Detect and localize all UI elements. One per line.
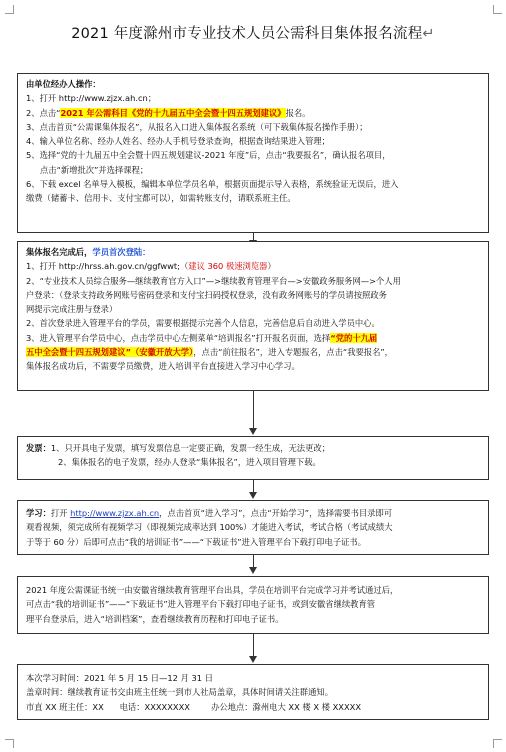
box1-line-1: 1、打开 http://www.zjzx.ah.cn； <box>26 93 157 104</box>
box2-line-2c: 网提示完成注册与登录） <box>26 304 118 315</box>
box1-heading: 由单位经办人操作： <box>26 79 101 89</box>
certificate-info-box <box>17 576 489 634</box>
box1-line-5a: 5、选择“党的十九届五中全会暨十四五规划建议-2021 年度”后，点击“我要报名”，确认报名项目， <box>26 150 391 161</box>
box2-heading: 集体报名完成后，学员首次登陆： <box>26 247 151 257</box>
box1-line-6a: 6、下载 excel 名单导入模板，编辑本单位学员名单，根据页面提示导入表格，系统验证无误后，进入 <box>26 179 399 190</box>
box5-line-2: 可点击“我的培训证书”——“下载证书”进入管理平台下载打印电子证书，或到安徽省继续教育管 <box>26 599 376 610</box>
crop-mark-top-left <box>5 5 14 14</box>
box2-line-4b: 五中全会暨十四五规划建议”（安徽开放大学），点击“前往报名”，进入专题报名，点击“我要报名”， <box>26 347 393 358</box>
box5-line-1: 2021 年度公需课证书统一由安徽省继续教育管理平台出具，学员在培训平台完成学习并考试通过后， <box>26 585 399 595</box>
step-student-login-box <box>17 241 489 391</box>
step-unit-operator-box <box>17 73 489 233</box>
box5-line-3: 理平台登录后，进入“培训档案”，查看继续教育历程和打印电子证书。 <box>26 613 284 624</box>
box1-line-4: 4、输入单位名称、经办人姓名、经办人手机号登录查询，根据查询结果进入管理； <box>26 136 330 147</box>
document-title: 2021 年度滁州市专业技术人员公需科目集体报名流程↵ <box>71 26 435 42</box>
box6-line-3: 市直 XX 班主任：XX 电话：XXXXXXXX 办公地点：滁州电大 XX 楼 X 楼 XXXXX <box>26 701 362 712</box>
box1-line-2: 2、点击“2021 年公需科目《党的十九届五中全会暨十四五规划建议》报名。 <box>26 107 311 118</box>
step-study-box <box>17 500 489 555</box>
box4-line-1: 学习：打开 http://www.zjzx.ah.cn，点击首页“进入学习”，点击“开始学习”，选择需要书目录即可 <box>26 508 393 518</box>
box3-line-2: 2、集体报名的电子发票，经办人登录“集体报名”，进入项目管理下载。 <box>58 457 321 468</box>
crop-mark-bottom-right <box>493 739 502 748</box>
step-invoice-box <box>17 436 489 480</box>
box4-line-2: 观看视频，须完成所有视频学习（即视频完成率达到 100%）才能进入考试，考试合格（考试成绩大 <box>26 522 393 533</box>
box2-line-1: 1、打开 http://hrss.ah.gov.cn/ggfwwt;（建议 360 极速浏览器） <box>26 261 276 272</box>
box1-line-6b: 缴费（储蓄卡、信用卡、支付宝都可以），如需转账支付，请联系班主任。 <box>26 193 296 204</box>
box1-line-5b: 点击“新增批次”并选择课程； <box>40 164 149 175</box>
course-highlight: 2021 年公需科目《党的十九届五中全会暨十四五规划建议》 <box>60 107 286 118</box>
box2-line-2a: 2、“专业技术人员综合服务—继续教育官方入口”—>继续教育管理平台—>安徽政务服务网—>个人用 <box>26 275 401 286</box>
box2-line-2b: 户登录：（登录支持政务网账号密码登录和支付宝扫码授权登录，没有政务网账号的学员请按照政务 <box>26 289 387 300</box>
box3-line-1: 发票：1、只开具电子发票，填写发票信息一定要正确，发票一经生成，无法更改； <box>26 443 330 453</box>
box4-line-3: 于等于 60 分）后即可点击“我的培训证书”——“下载证书”进入管理平台下载打印电子证书。 <box>26 536 367 547</box>
schedule-contact-box <box>17 664 489 720</box>
study-site-link[interactable]: http://www.zjzx.ah.cn <box>70 508 160 518</box>
box6-line-2: 盖章时间：继续教育证书交由班主任统一到市人社局盖章，具体时间请关注群通知。 <box>26 687 333 698</box>
box2-line-5: 集体报名成功后，不需要学员缴费，进入培训平台直接进入学习中心学习。 <box>26 361 300 372</box>
box2-line-3: 2、首次登录进入管理平台的学员，需要根据提示完善个人信息，完善信息后自动进入学员中心。 <box>26 318 380 329</box>
crop-mark-top-right <box>493 5 502 14</box>
crop-mark-bottom-left <box>5 739 14 748</box>
box2-line-4a: 3、进入管理平台学员中心，点击学员中心左侧菜单“培训报名”打开报名页面，选择“党的十九届 <box>26 332 378 343</box>
box6-line-1: 本次学习时间：2021 年 5 月 15 日—12 月 31 日 <box>26 673 214 683</box>
box1-line-3: 3、点击首页“公需课集体报名”，从报名入口进入集体报名系统（可下载集体报名操作手册）； <box>26 121 368 132</box>
